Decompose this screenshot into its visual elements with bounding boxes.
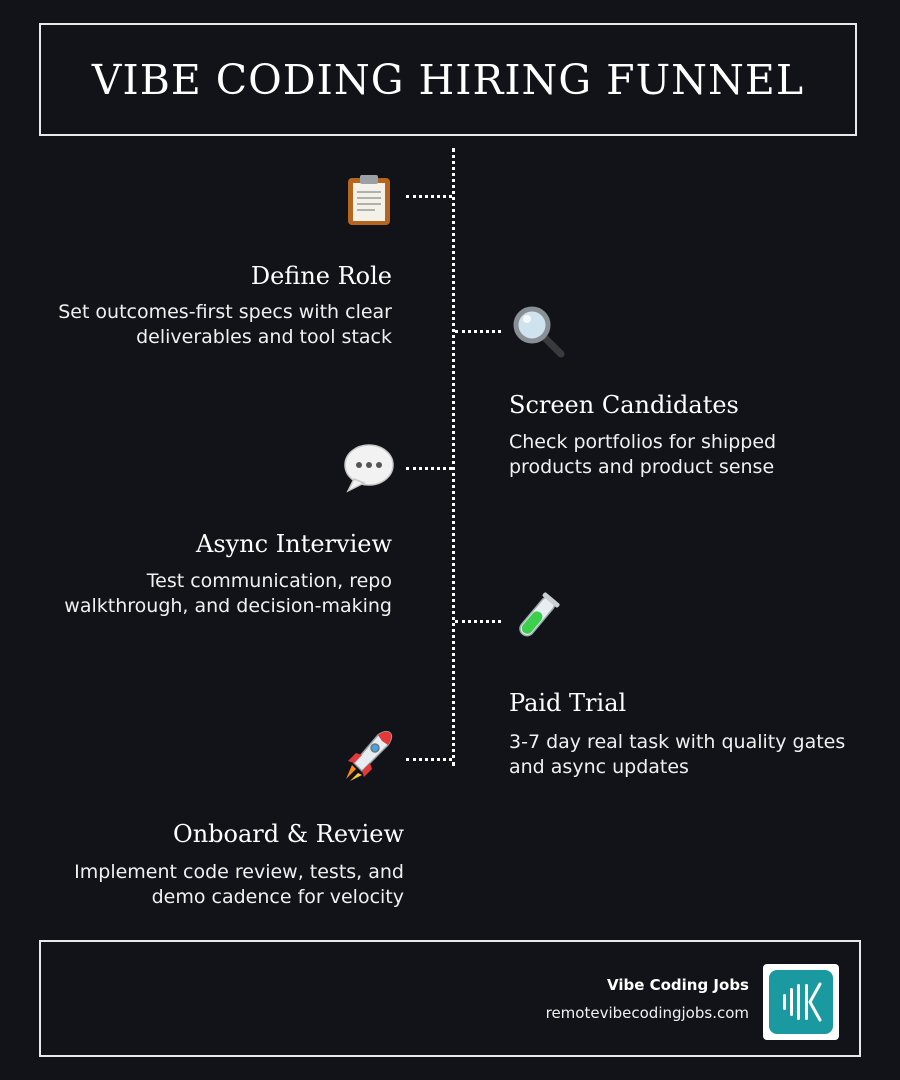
connector-async-interview	[406, 467, 452, 470]
step-title: Paid Trial	[509, 689, 627, 717]
logo-mark-icon	[769, 970, 833, 1034]
magnifier-icon	[510, 303, 566, 359]
brand-name: Vibe Coding Jobs	[606, 976, 749, 994]
step-title: Screen Candidates	[509, 391, 739, 419]
clipboard-icon	[341, 172, 397, 228]
step-desc-line: demo cadence for velocity	[151, 886, 404, 908]
step-desc-line: Check portfolios for shipped	[509, 431, 777, 453]
test-tube-icon	[508, 590, 564, 646]
step-title: Async Interview	[196, 530, 392, 558]
brand-logo	[763, 964, 839, 1040]
rocket-icon	[341, 728, 397, 784]
page-title: VIBE CODING HIRING FUNNEL	[91, 55, 805, 104]
brand-url[interactable]: remotevibecodingjobs.com	[545, 1004, 749, 1022]
step-desc-line: products and product sense	[509, 456, 775, 478]
step-desc-line: Set outcomes-first specs with clear	[58, 301, 392, 323]
step-title: Onboard & Review	[173, 820, 404, 848]
speech-bubble-icon	[341, 440, 397, 496]
step-desc-line: Test communication, repo	[146, 570, 392, 592]
connector-onboard-review	[406, 758, 452, 761]
connector-define-role	[406, 195, 452, 198]
step-desc-line: deliverables and tool stack	[136, 326, 392, 348]
connector-paid-trial	[455, 620, 501, 623]
connector-screen-candidates	[455, 330, 501, 333]
step-desc-line: 3-7 day real task with quality gates	[509, 731, 846, 753]
timeline-vertical-line	[452, 148, 455, 766]
step-desc-line: walkthrough, and decision-making	[64, 595, 392, 617]
title-box	[39, 23, 857, 136]
footer	[39, 940, 861, 1057]
step-desc-line: Implement code review, tests, and	[74, 861, 404, 883]
step-title: Define Role	[250, 262, 392, 290]
step-desc-line: and async updates	[509, 756, 689, 778]
